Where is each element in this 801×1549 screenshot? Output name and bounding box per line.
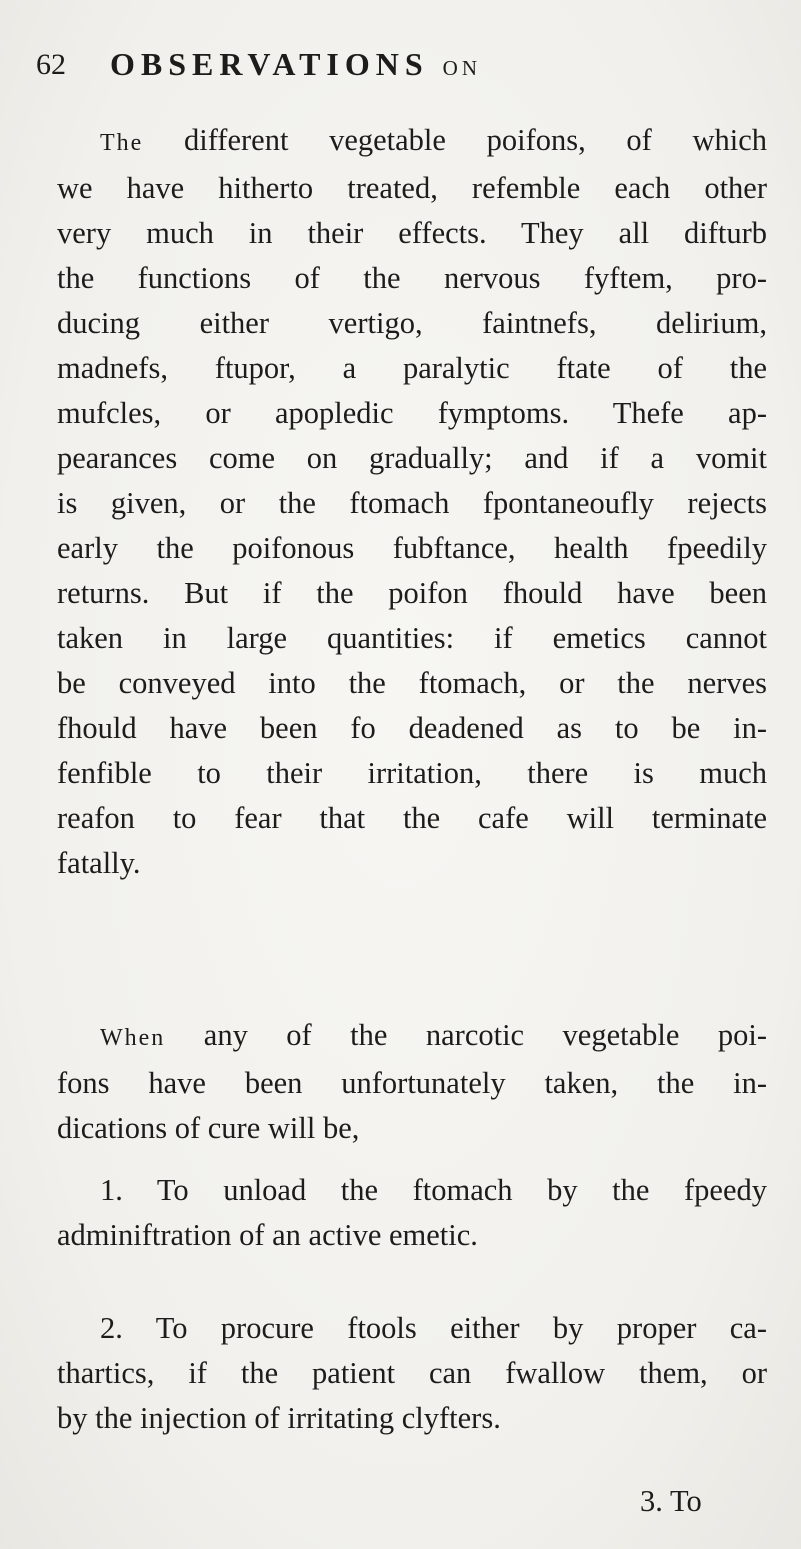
paragraph-2 — [57, 1013, 767, 1151]
paragraph-1 — [57, 118, 767, 886]
paragraph-line: returns. But if the poifon fhould have been — [57, 576, 767, 610]
catchword: 3. To — [640, 1484, 702, 1518]
paragraph-line: very much in their effects. They all difturb — [57, 216, 767, 250]
running-title-small: ON — [442, 56, 482, 80]
lead-word: When — [100, 1025, 166, 1051]
paragraph-line: The different vegetable poifons, of which — [100, 123, 767, 157]
paragraph-line: fons have been unfortunately taken, the in- — [57, 1066, 767, 1100]
paragraph-line: mufcles, or apopledic fymptoms. Thefe ap- — [57, 396, 767, 430]
paragraph-line: by the injection of irritating clyfters. — [57, 1401, 501, 1435]
page-number: 62 — [36, 48, 66, 81]
paragraph-line: ducing either vertigo, faintnefs, delirium, — [57, 306, 767, 340]
running-head — [36, 46, 736, 86]
indication-1 — [57, 1168, 767, 1258]
paragraph-line: dications of cure will be, — [57, 1111, 360, 1145]
indication-2 — [57, 1306, 767, 1441]
paragraph-line: reafon to fear that the cafe will terminate — [57, 801, 767, 835]
paragraph-line: we have hitherto treated, refemble each other — [57, 171, 767, 205]
running-title-main: OBSERVATIONS — [110, 46, 429, 82]
running-title — [110, 46, 481, 83]
paragraph-line: early the poifonous fubftance, health fpeedily — [57, 531, 767, 565]
paragraph-line: fenfible to their irritation, there is much — [57, 756, 767, 790]
paragraph-line: the functions of the nervous fyftem, pro- — [57, 261, 767, 295]
paragraph-line: thartics, if the patient can fwallow them, or — [57, 1356, 767, 1390]
paragraph-line: fhould have been fo deadened as to be in- — [57, 711, 767, 745]
paragraph-line: pearances come on gradually; and if a vomit — [57, 441, 767, 475]
lead-word: The — [100, 130, 144, 156]
paragraph-line: 1. To unload the ftomach by the fpeedy — [100, 1173, 767, 1207]
paragraph-line: 2. To procure ftools either by proper ca- — [100, 1311, 767, 1345]
paragraph-line: adminiftration of an active emetic. — [57, 1218, 478, 1252]
paragraph-line: madnefs, ftupor, a paralytic ftate of the — [57, 351, 767, 385]
paragraph-line: is given, or the ftomach fpontaneoufly rejects — [57, 486, 767, 520]
paragraph-line: When any of the narcotic vegetable poi- — [100, 1018, 767, 1052]
paragraph-line: be conveyed into the ftomach, or the nerves — [57, 666, 767, 700]
paragraph-line: fatally. — [57, 846, 141, 880]
paragraph-line: taken in large quantities: if emetics cannot — [57, 621, 767, 655]
